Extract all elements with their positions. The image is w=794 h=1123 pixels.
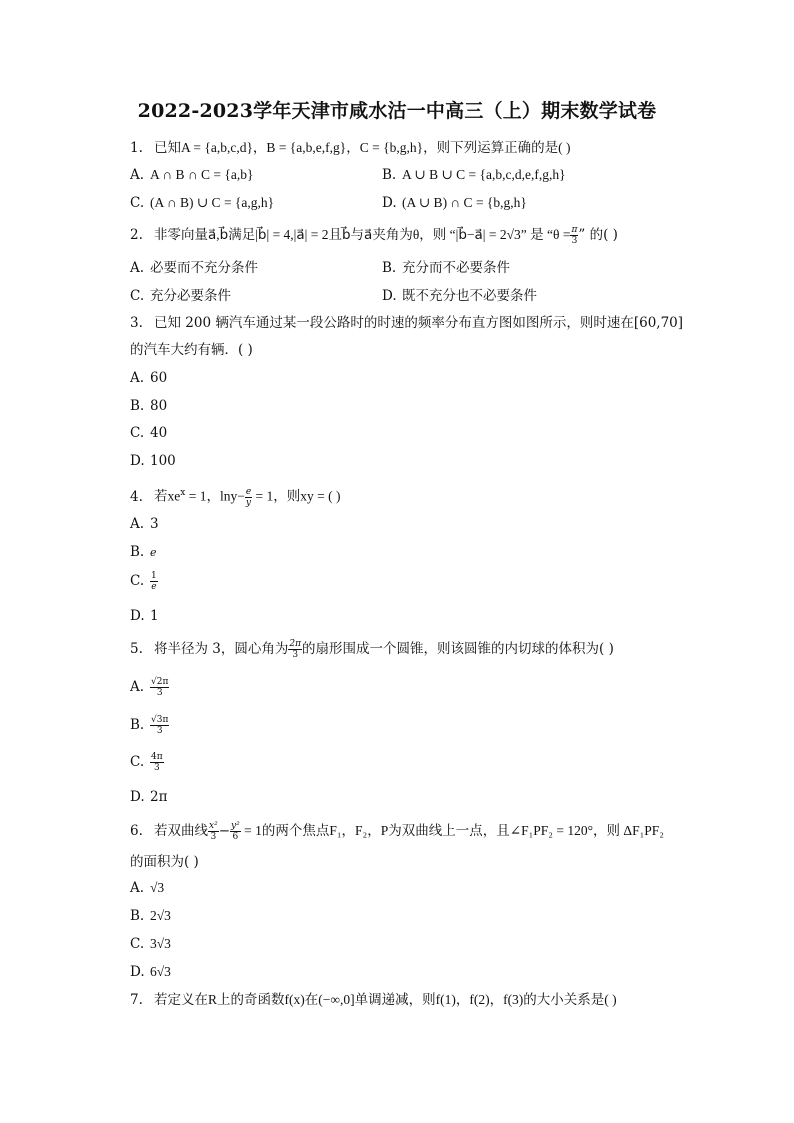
fraction: $\frac{\text{y²}}{6}$ [231, 821, 240, 842]
fraction: $\frac{√2\pi}{3}$ [151, 677, 169, 698]
question-3-option-a: A. 60 [130, 370, 168, 386]
question-2-option-d: D. 既不充分也不必要条件 [382, 288, 537, 304]
question-2-option-c: C. 充分必要条件 [130, 288, 231, 304]
question-3-option-c: C. 40 [130, 425, 168, 441]
question-2-option-a: A. 必要而不充分条件 [130, 260, 258, 276]
fraction: $\frac{2\pi}{3}$ [289, 639, 302, 660]
question-1-option-a: A. A ∩ B ∩ C = {a,b} [130, 167, 254, 183]
question-6-option-b: B. 2√3 [130, 908, 171, 924]
question-7-stem: 7. 若定义在R上的奇函数f(x)在(−∞,0]单调递减，则f(1)，f(2)，f(3)的大小关系是( ) [130, 992, 617, 1008]
question-2-option-b: B. 充分而不必要条件 [382, 260, 510, 276]
fraction: $\frac{√3\pi}{3}$ [151, 715, 169, 736]
question-3-option-b: B. 80 [130, 398, 168, 414]
fraction: $\frac{4\pi}{3}$ [151, 752, 163, 773]
fraction: $\frac{1}{e}$ [151, 571, 157, 592]
question-3-stem-continued: 的汽车大约有辆．( ) [130, 342, 253, 358]
question-6-option-d: D. 6√3 [130, 964, 171, 980]
question-1-stem: 1. 已知A = {a,b,c,d}，B = {a,b,e,f,g}，C = {b,g,h}，则下列运算正确的是( ) [130, 140, 571, 156]
fraction: $\frac{e}{y}$ [245, 486, 252, 508]
question-6-stem: 6. 若双曲线 $\frac{\text{x²}}{3}$ − $\frac{\text{y²}}{6}$ = 1的两个焦点F₁，F₂，P为双曲线上一点，且∠F₁PF₂ = 120°，则 ΔF₁PF₂ [130, 821, 665, 842]
question-1-option-d: D. (A ∪ B) ∩ C = {b,g,h} [382, 195, 527, 211]
question-5-option-d: D. 2π [130, 789, 168, 805]
exam-title: 2022-2023学年天津市咸水沽一中高三（上）期末数学试卷 [137, 100, 657, 122]
question-1-option-c: C. (A ∩ B) ∪ C = {a,g,h} [130, 195, 275, 211]
question-4-stem: 4. 若$xe^x = 1$，lny− $\frac{e}{y}$ = 1，则xy = ( ) [130, 486, 341, 508]
question-1-option-b: B. A ∪ B ∪ C = {a,b,c,d,e,f,g,h} [382, 167, 566, 183]
question-3-option-d: D. 100 [130, 453, 176, 469]
question-2-stem: 2. 非零向量a⃗,b⃗满足|b⃗| = 4,|a⃗| = 2且b⃗与a⃗夹角为θ，则 “|b⃗−a⃗| = 2√3” 是 “θ = $\frac{\pi}{3}$ ” 的( ) [130, 225, 618, 246]
question-4-option-d: D. 1 [130, 608, 159, 624]
question-5-option-c: C. $\frac{4\pi}{3}$ [130, 752, 163, 773]
question-4-option-c: C. $\frac{1}{e}$ [130, 571, 157, 592]
question-6-stem-continued: 的面积为( ) [130, 854, 199, 870]
question-5-option-a: A. $\frac{√2\pi}{3}$ [130, 677, 169, 698]
fraction: $\frac{\pi}{3}$ [571, 225, 578, 246]
question-6-option-a: A. √3 [130, 880, 165, 896]
question-5-stem: 5. 将半径为 3，圆心角为 $\frac{2\pi}{3}$ 的扇形围成一个圆锥，则该圆锥的内切球的体积为( ) [130, 639, 614, 660]
question-3-stem: 3. 已知 200 辆汽车通过某一段公路时的时速的频率分布直方图如图所示，则时速在[60,70] [130, 315, 684, 331]
fraction: $\frac{\text{x²}}{3}$ [209, 821, 218, 842]
question-6-option-c: C. 3√3 [130, 936, 171, 952]
question-5-option-b: B. $\frac{√3\pi}{3}$ [130, 715, 169, 736]
question-4-option-b: B. e [130, 544, 157, 560]
question-4-option-a: A. 3 [130, 516, 159, 532]
